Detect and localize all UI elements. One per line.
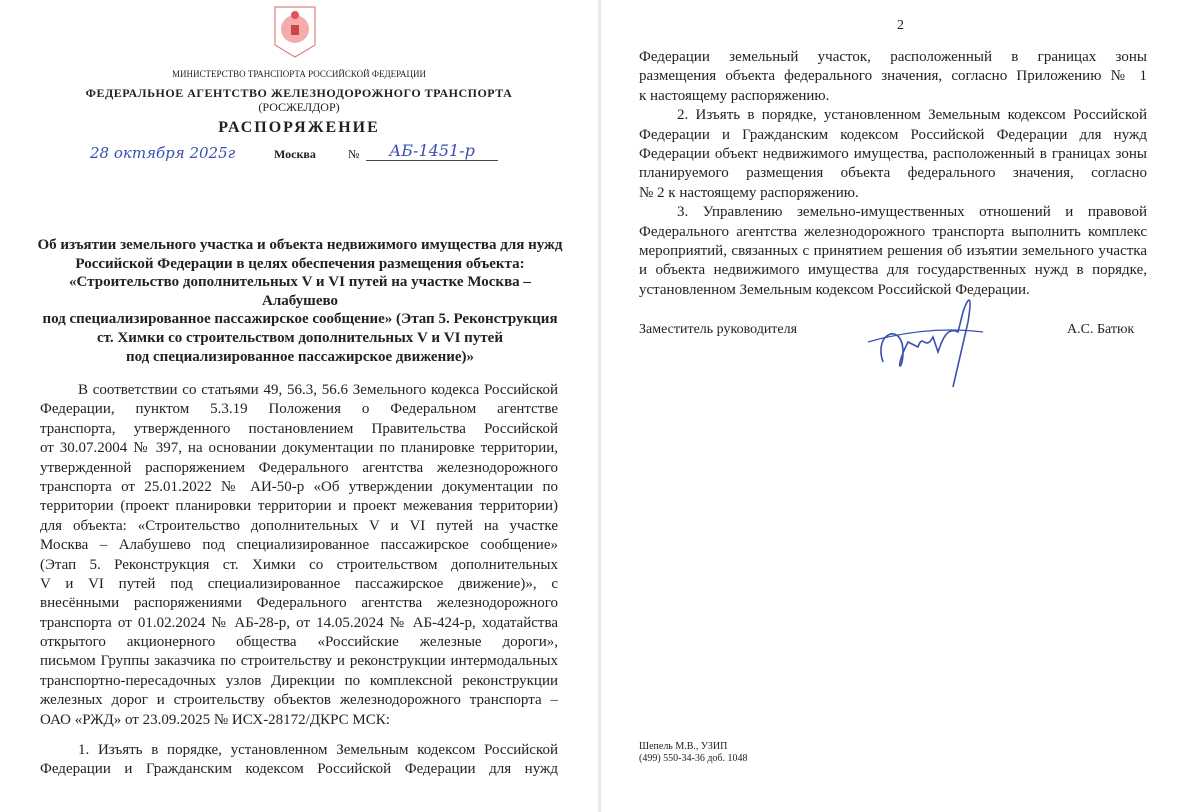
text-line: 1. Изъять в порядке, установленном Земельным кодексом Российской — [78, 742, 558, 758]
executor-phone: (499) 550-34-36 доб. 1048 — [639, 753, 748, 764]
text-line: Федерации и Гражданским кодексом Российской Федерации для нужд — [639, 126, 1147, 143]
title-line: Российской Федерации в целях обеспечения размещения объекта: — [75, 255, 525, 272]
text-line: V и VI путей под специализированное пассажирское движение)», с — [40, 575, 558, 592]
page-2-body — [639, 48, 1147, 300]
text-line: 3. Управлению земельно-имущественных отношений и правовой — [677, 204, 1147, 221]
text-line: к настоящему распоряжению. — [639, 87, 830, 104]
title-line: под специализированное пассажирское движение)» — [125, 348, 475, 365]
title-line: «Строительство дополнительных V и VI путей на участке Москва – Алабушево — [69, 274, 531, 309]
text-line: территории (проект планировки территории и проект межевания территории) — [40, 498, 558, 515]
text-line: открытого акционерного общества «Российские железные дороги», — [40, 634, 558, 651]
text-line: ОАО «РЖД» от 23.09.2025 № ИСХ-28172/ДКРС МСК: — [40, 711, 390, 728]
document-page-2 — [601, 0, 1200, 812]
document-title — [30, 236, 570, 366]
text-line: размещения объекта федерального значения, согласно Приложению № 1 — [639, 68, 1147, 85]
text-line: внесёнными распоряжениями Федерального агентства железнодорожного — [40, 595, 558, 612]
agency-short-name: (РОСЖЕЛДОР) — [258, 100, 340, 114]
text-line: Федерации и Гражданским кодексом Российской Федерации для нужд — [40, 761, 558, 778]
text-line: Федерального агентства железнодорожного транспорта выполнить комплекс — [639, 223, 1147, 240]
document-page-1 — [0, 0, 598, 812]
text-line: установленном Земельным кодексом Российской Федерации. — [639, 281, 1030, 298]
coat-of-arms-emblem — [272, 5, 318, 63]
text-line: для объекта: «Строительство дополнительных V и VI путей на участке — [40, 517, 558, 534]
ministry-name: МИНИСТЕРСТВО ТРАНСПОРТА РОССИЙСКОЙ ФЕДЕРАЦИИ — [172, 69, 426, 79]
text-line: В соответствии со статьями 49, 56.3, 56.6 Земельного кодекса Российской — [78, 382, 558, 398]
title-line: ст. Химки со строительством дополнительных V и VI путей — [97, 329, 503, 346]
document-date: 28 октября 2025г — [90, 144, 236, 162]
text-line: железных дорог и строительству объектов железнодорожного транспорта – — [40, 692, 558, 709]
text-line: Федерации, пунктом 5.3.19 Положения о Федеральном агентстве — [40, 401, 558, 418]
text-line: 2. Изъять в порядке, установленном Земельным кодексом Российской — [677, 107, 1147, 124]
document-number: АБ-1451-р — [366, 141, 498, 161]
text-line: письмом Группы заказчика по строительству и реконструкции интермодальных — [40, 653, 558, 670]
text-line: транспорта от 25.01.2022 № АИ-50-р «Об утверждении документации по — [40, 478, 558, 495]
text-line: планируемого размещения объекта федерального значения, согласно — [639, 165, 1147, 182]
text-line: мероприятий, связанных с принятием решения об изъятии земельного участка — [639, 242, 1147, 259]
signature-image — [863, 292, 1003, 392]
agency-name: ФЕДЕРАЛЬНОЕ АГЕНТСТВО ЖЕЛЕЗНОДОРОЖНОГО ТРАНСПОРТА — [85, 86, 513, 100]
item-1-paragraph — [40, 741, 558, 780]
text-line: транспортно-пересадочных узлов Дирекции по комплексной реконструкции — [40, 672, 558, 689]
text-line: Федерации земельный участок, расположенный в границах зоны — [639, 49, 1147, 65]
text-line: транспорта от 01.02.2024 № АБ-28-р, от 14.05.2024 № АБ-424-р, ходатайства — [40, 614, 558, 631]
text-line: Федерации объект недвижимого имущества, расположенный в границах зоны — [639, 145, 1147, 162]
signer-name: А.С. Батюк — [1067, 322, 1135, 337]
text-line: утвержденной распоряжением Федерального агентства железнодорожного — [40, 459, 558, 476]
title-line: Об изъятии земельного участка и объекта недвижимого имущества для нужд — [37, 237, 563, 253]
text-line: от 30.07.2004 № 397, на основании документации по планировке территории, — [40, 440, 558, 457]
preamble-paragraph — [40, 381, 558, 730]
executor-name: Шепель М.В., УЗИП — [639, 741, 728, 752]
text-line: и объекта недвижимого имущества для государственных нужд в порядке, — [639, 262, 1147, 279]
text-line: № 2 к настоящему распоряжению. — [639, 184, 859, 201]
document-type: РАСПОРЯЖЕНИЕ — [218, 119, 380, 136]
signer-position: Заместитель руководителя — [639, 322, 798, 337]
page-number: 2 — [897, 18, 904, 33]
text-line: Москва – Алабушево под специализированное пассажирское сообщение» — [40, 537, 558, 554]
title-line: под специализированное пассажирское сообщение» (Этап 5. Реконструкция — [42, 311, 558, 328]
number-label: № — [348, 147, 360, 161]
text-line: (Этап 5. Реконструкция ст. Химки со строительством дополнительных — [40, 556, 558, 573]
text-line: транспорта, утвержденного постановлением Правительства Российской — [40, 420, 558, 437]
document-city: Москва — [274, 147, 316, 161]
